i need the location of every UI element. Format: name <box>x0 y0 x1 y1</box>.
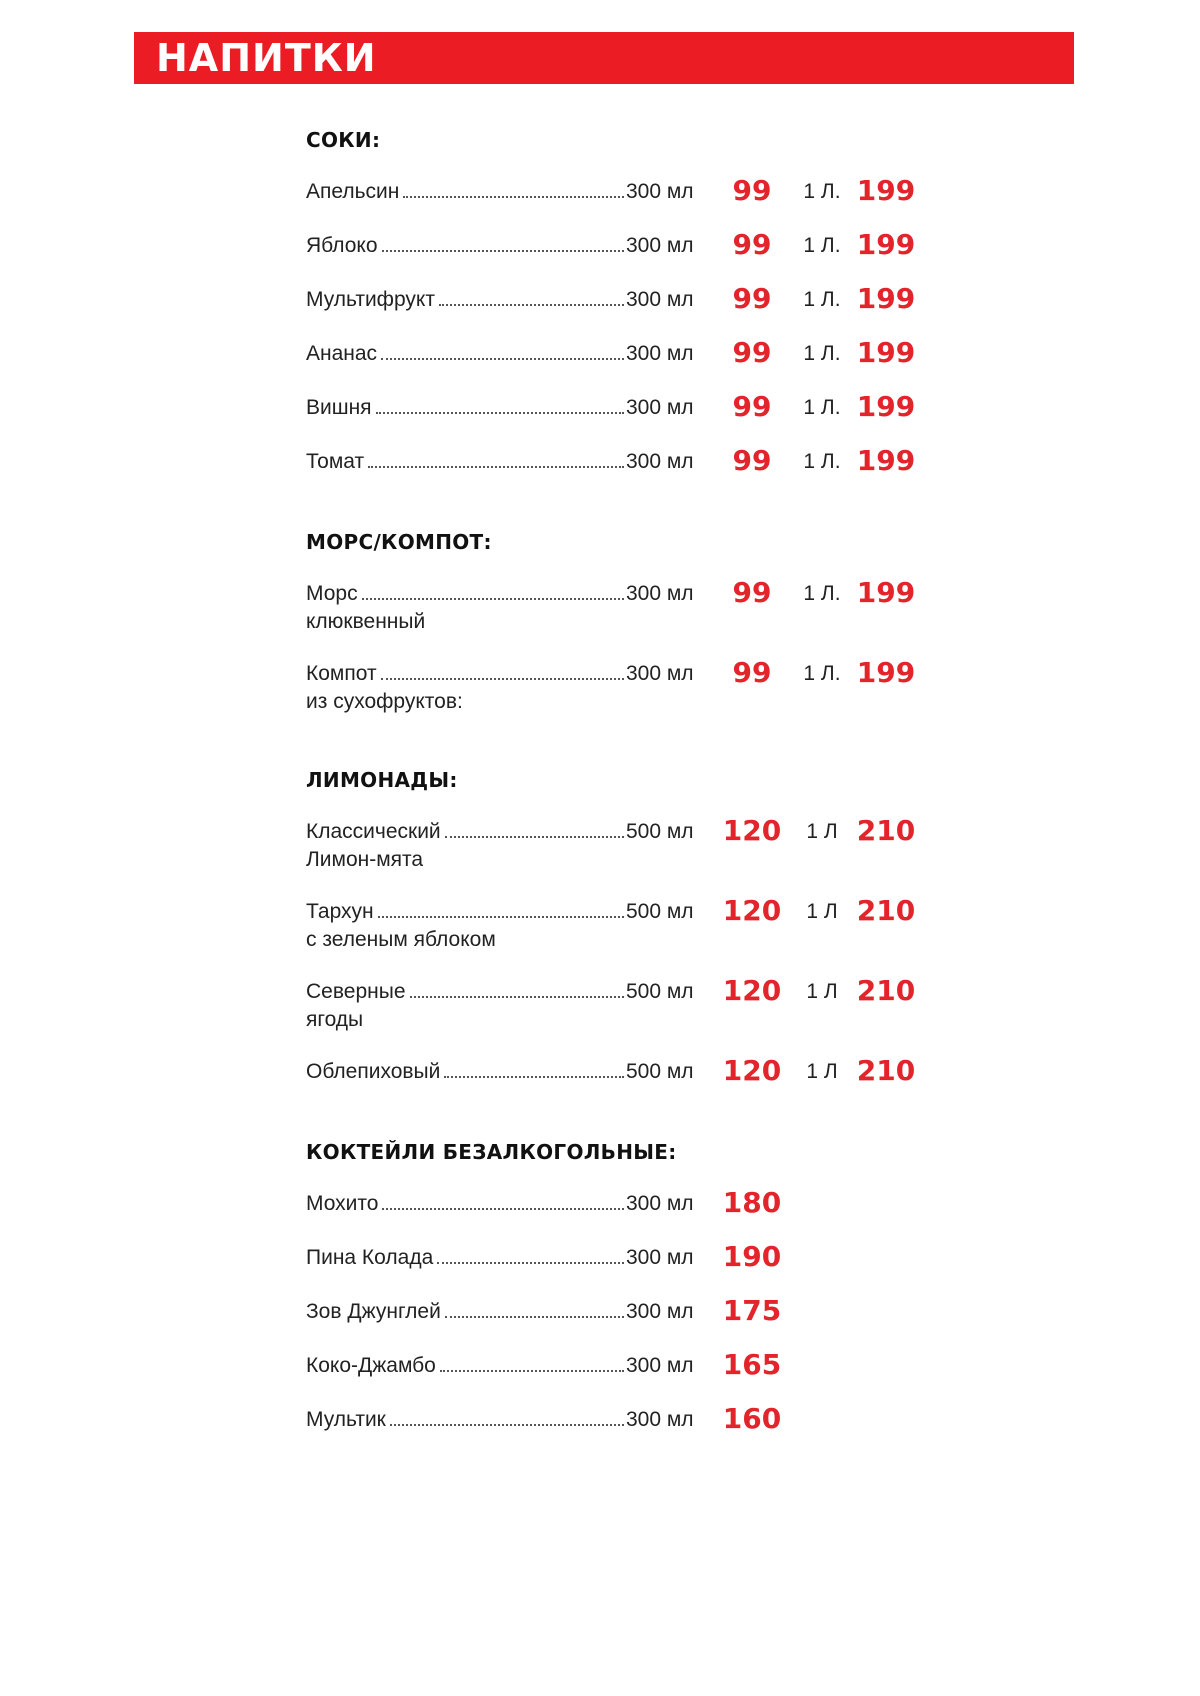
item-price: 190 <box>722 1240 782 1273</box>
dot-leader <box>439 304 624 306</box>
item-large-price: 199 <box>856 656 916 689</box>
item-name-block <box>306 1298 626 1326</box>
item-price: 99 <box>732 282 772 315</box>
item-name: Томат <box>306 450 365 473</box>
menu-section <box>306 528 926 766</box>
item-name-block <box>306 1244 626 1272</box>
item-name: Мохито <box>306 1192 379 1215</box>
item-volume: 300 мл <box>626 288 694 311</box>
item-price: 99 <box>732 444 772 477</box>
item-price: 120 <box>722 1054 782 1087</box>
item-volume: 300 мл <box>626 450 694 473</box>
menu-item <box>306 228 926 286</box>
item-name: Зов Джунглей <box>306 1300 441 1323</box>
item-name-block <box>306 1058 626 1086</box>
item-large-price: 199 <box>856 336 916 369</box>
item-large-price: 199 <box>856 228 916 261</box>
section-spacer <box>306 1112 926 1138</box>
item-volume: 300 мл <box>626 1192 694 1215</box>
item-price: 99 <box>732 336 772 369</box>
item-price: 99 <box>732 228 772 261</box>
menu-item <box>306 974 926 1058</box>
menu-item <box>306 390 926 448</box>
dot-leader <box>381 358 624 360</box>
menu-item <box>306 1348 926 1406</box>
menu-item <box>306 336 926 394</box>
item-price: 120 <box>722 894 782 927</box>
item-large-size: 1 Л <box>806 900 838 923</box>
menu-item <box>306 894 926 978</box>
menu-item <box>306 656 926 740</box>
menu-item <box>306 444 926 502</box>
menu-item <box>306 1294 926 1352</box>
item-name: Мультик <box>306 1408 386 1431</box>
item-price: 160 <box>722 1402 782 1435</box>
item-name-block <box>306 978 626 1034</box>
item-name: Вишня <box>306 396 372 419</box>
item-large-size: 1 Л. <box>803 662 841 685</box>
menu-section <box>306 1138 926 1460</box>
item-name-line2: с зеленым яблоком <box>306 928 496 951</box>
item-name-line2: клюквенный <box>306 610 426 633</box>
menu-item <box>306 1240 926 1298</box>
item-volume: 300 мл <box>626 342 694 365</box>
item-large-price: 210 <box>856 974 916 1007</box>
item-name-block <box>306 178 626 206</box>
item-price: 120 <box>722 814 782 847</box>
item-volume: 300 мл <box>626 1300 694 1323</box>
item-name-block <box>306 580 626 636</box>
item-large-price: 199 <box>856 576 916 609</box>
item-price: 99 <box>732 174 772 207</box>
item-name-block <box>306 818 626 874</box>
item-volume: 500 мл <box>626 820 694 843</box>
item-price: 165 <box>722 1348 782 1381</box>
dot-leader <box>445 836 624 838</box>
menu-item <box>306 576 926 660</box>
item-name: Тархун <box>306 900 374 923</box>
dot-leader <box>382 1208 624 1210</box>
item-name: Компот <box>306 662 377 685</box>
dot-leader <box>437 1262 624 1264</box>
dot-leader <box>440 1370 624 1372</box>
section-title: ЛИМОНАДЫ: <box>306 768 458 792</box>
item-name-block <box>306 1352 626 1380</box>
item-price: 175 <box>722 1294 782 1327</box>
item-price: 180 <box>722 1186 782 1219</box>
item-name-line2: Лимон-мята <box>306 848 424 871</box>
item-name: Пина Колада <box>306 1246 434 1269</box>
dot-leader <box>362 598 624 600</box>
dot-leader <box>444 1076 624 1078</box>
item-large-size: 1 Л <box>806 1060 838 1083</box>
item-large-price: 199 <box>856 444 916 477</box>
item-name: Яблоко <box>306 234 378 257</box>
item-large-price: 210 <box>856 814 916 847</box>
item-volume: 300 мл <box>626 1408 694 1431</box>
item-name-block <box>306 394 626 422</box>
item-volume: 300 мл <box>626 396 694 419</box>
item-name-block <box>306 232 626 260</box>
item-large-size: 1 Л. <box>803 234 841 257</box>
item-large-price: 199 <box>856 282 916 315</box>
item-large-size: 1 Л. <box>803 582 841 605</box>
item-volume: 500 мл <box>626 1060 694 1083</box>
page-title: НАПИТКИ <box>156 36 377 80</box>
section-title: МОРС/КОМПОТ: <box>306 530 492 554</box>
item-volume: 500 мл <box>626 980 694 1003</box>
item-large-size: 1 Л. <box>803 342 841 365</box>
menu-item <box>306 282 926 340</box>
item-name-block <box>306 660 626 716</box>
item-large-size: 1 Л. <box>803 450 841 473</box>
dot-leader <box>368 466 624 468</box>
item-volume: 300 мл <box>626 180 694 203</box>
menu-section <box>306 126 926 528</box>
item-large-size: 1 Л <box>806 980 838 1003</box>
item-large-size: 1 Л. <box>803 288 841 311</box>
section-spacer <box>306 740 926 766</box>
dot-leader <box>403 196 624 198</box>
item-name-block <box>306 340 626 368</box>
item-name: Классический <box>306 820 441 843</box>
menu-item <box>306 1186 926 1244</box>
item-name: Северные <box>306 980 406 1003</box>
item-name-line2: ягоды <box>306 1008 364 1031</box>
section-title: КОКТЕЙЛИ БЕЗАЛКОГОЛЬНЫЕ: <box>306 1140 677 1164</box>
item-name-block <box>306 286 626 314</box>
item-name: Коко-Джамбо <box>306 1354 436 1377</box>
menu-item <box>306 814 926 898</box>
dot-leader <box>445 1316 624 1318</box>
dot-leader <box>390 1424 624 1426</box>
item-price: 120 <box>722 974 782 1007</box>
item-name: Облепиховый <box>306 1060 441 1083</box>
dot-leader <box>378 916 624 918</box>
item-large-price: 199 <box>856 390 916 423</box>
item-name-block <box>306 1406 626 1434</box>
menu-item <box>306 174 926 232</box>
item-volume: 300 мл <box>626 582 694 605</box>
dot-leader <box>382 250 624 252</box>
dot-leader <box>410 996 625 998</box>
section-title: СОКИ: <box>306 128 381 152</box>
item-large-price: 199 <box>856 174 916 207</box>
menu-item <box>306 1402 926 1460</box>
item-name-block <box>306 448 626 476</box>
item-name-line2: из сухофруктов: <box>306 690 463 713</box>
item-volume: 300 мл <box>626 234 694 257</box>
item-name-block <box>306 898 626 954</box>
dot-leader <box>376 412 624 414</box>
item-volume: 500 мл <box>626 900 694 923</box>
item-name: Мультифрукт <box>306 288 435 311</box>
menu-section <box>306 766 926 1138</box>
item-price: 99 <box>732 576 772 609</box>
section-spacer <box>306 502 926 528</box>
item-name: Морс <box>306 582 358 605</box>
item-volume: 300 мл <box>626 662 694 685</box>
item-price: 99 <box>732 390 772 423</box>
menu-item <box>306 1054 926 1112</box>
item-volume: 300 мл <box>626 1246 694 1269</box>
item-large-size: 1 Л <box>806 820 838 843</box>
header-banner <box>134 32 1074 84</box>
item-price: 99 <box>732 656 772 689</box>
item-name-block <box>306 1190 626 1218</box>
item-large-price: 210 <box>856 894 916 927</box>
item-large-price: 210 <box>856 1054 916 1087</box>
item-name: Ананас <box>306 342 378 365</box>
item-large-size: 1 Л. <box>803 396 841 419</box>
menu-list <box>306 126 926 1460</box>
item-large-size: 1 Л. <box>803 180 841 203</box>
item-volume: 300 мл <box>626 1354 694 1377</box>
dot-leader <box>381 678 624 680</box>
item-name: Апельсин <box>306 180 400 203</box>
